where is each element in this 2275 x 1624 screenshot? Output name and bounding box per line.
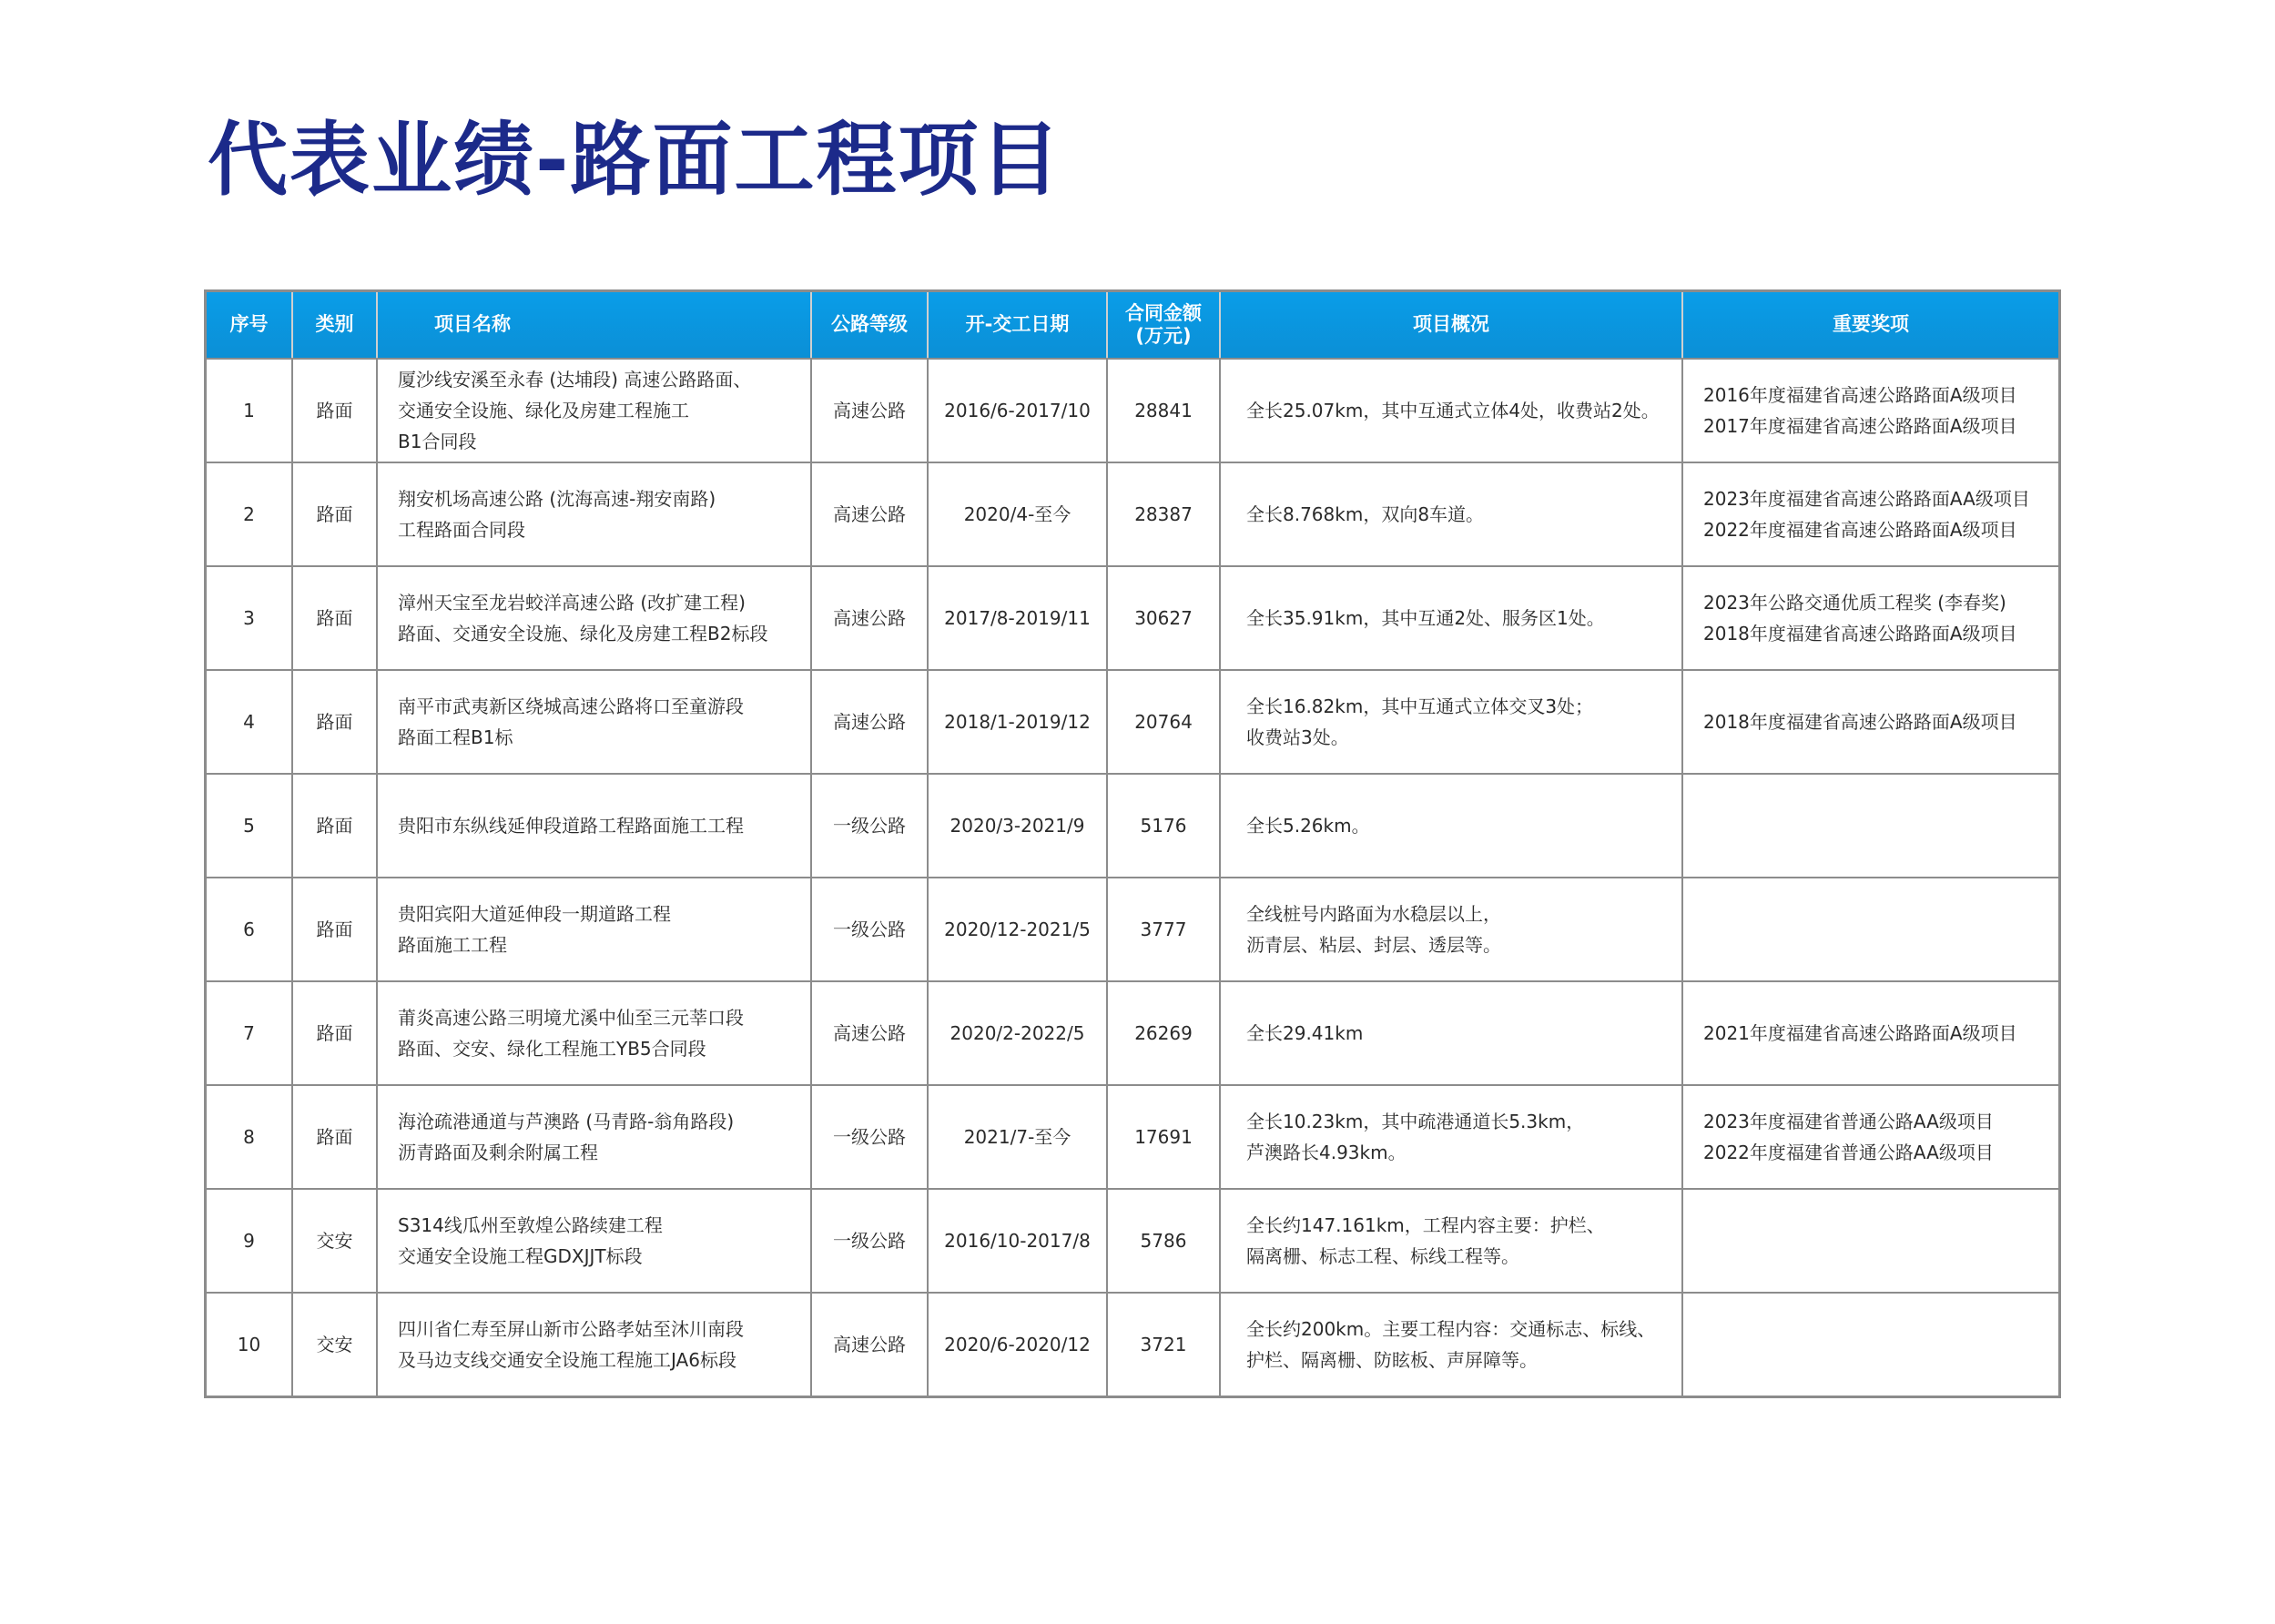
projects-table [207,292,2058,1396]
cell-category: 路面 [292,1085,377,1189]
header-amount [1107,292,1220,359]
cell-dates: 2020/4-至今 [928,462,1107,566]
cell-overview-line: 隔离栅、标志工程、标线工程等。 [1246,1245,1519,1267]
cell-road-grade: 高速公路 [811,566,928,670]
cell-contract-amount: 30627 [1107,566,1220,670]
cell-project-name-line: 莆炎高速公路三明境尤溪中仙至三元莘口段 [398,1007,744,1029]
cell-category: 路面 [292,462,377,566]
cell-contract-amount: 5176 [1107,774,1220,878]
cell-project-name-line: 路面、交通安全设施、绿化及房建工程B2标段 [398,623,768,645]
cell-index: 1 [207,359,292,462]
cell-project-name-line: 四川省仁寿至屏山新市公路孝姑至沐川南段 [398,1318,744,1340]
cell-awards-line: 2021年度福建省高速公路路面A级项目 [1703,1022,2017,1044]
cell-awards [1682,981,2058,1085]
cell-awards-line: 2023年度福建省高速公路路面AA级项目 [1703,488,2030,510]
cell-project-name-line: 交通安全设施工程GDXJJT标段 [398,1245,643,1267]
header-amount-line2: (万元) [1135,325,1192,347]
header-awards: 重要奖项 [1682,292,2058,359]
cell-index: 5 [207,774,292,878]
cell-project-name-line: 工程路面合同段 [398,519,525,541]
cell-category: 路面 [292,878,377,981]
cell-overview [1220,462,1682,566]
cell-road-grade: 高速公路 [811,981,928,1085]
cell-awards-line: 2022年度福建省普通公路AA级项目 [1703,1142,1994,1163]
table-row [207,566,2058,670]
cell-dates: 2020/3-2021/9 [928,774,1107,878]
cell-category: 路面 [292,774,377,878]
cell-road-grade: 高速公路 [811,1293,928,1396]
table-row [207,1085,2058,1189]
cell-dates: 2020/2-2022/5 [928,981,1107,1085]
cell-overview [1220,1085,1682,1189]
header-grade: 公路等级 [811,292,928,359]
cell-dates: 2017/8-2019/11 [928,566,1107,670]
table-header [207,292,2058,359]
cell-project-name-line: S314线瓜州至敦煌公路续建工程 [398,1214,663,1236]
table-row [207,981,2058,1085]
cell-overview [1220,670,1682,774]
table-row [207,1189,2058,1293]
cell-index: 10 [207,1293,292,1396]
cell-project-name [377,981,811,1085]
cell-overview-line: 芦澳路长4.93km。 [1246,1142,1407,1163]
cell-awards-line: 2022年度福建省高速公路路面A级项目 [1703,519,2017,541]
cell-category: 路面 [292,566,377,670]
cell-project-name-line: 及马边支线交通安全设施工程施工JA6标段 [398,1349,736,1371]
cell-road-grade: 高速公路 [811,359,928,462]
cell-overview [1220,566,1682,670]
cell-project-name [377,1085,811,1189]
cell-overview [1220,1293,1682,1396]
cell-overview-line: 沥青层、粘层、封层、透层等。 [1246,934,1501,956]
cell-project-name-line: 翔安机场高速公路 (沈海高速-翔安南路) [398,488,716,510]
cell-category: 路面 [292,359,377,462]
cell-project-name-line: 路面、交安、绿化工程施工YB5合同段 [398,1038,706,1060]
cell-road-grade: 一级公路 [811,1085,928,1189]
cell-overview-line: 护栏、隔离栅、防眩板、声屏障等。 [1246,1349,1538,1371]
cell-index: 8 [207,1085,292,1189]
cell-index: 6 [207,878,292,981]
cell-project-name-line: 路面施工工程 [398,934,507,956]
cell-overview [1220,981,1682,1085]
table-body [207,359,2058,1396]
cell-road-grade: 一级公路 [811,1189,928,1293]
cell-road-grade: 高速公路 [811,462,928,566]
cell-project-name [377,670,811,774]
cell-awards-line: 2023年度福建省普通公路AA级项目 [1703,1111,1994,1132]
header-index: 序号 [207,292,292,359]
cell-dates: 2021/7-至今 [928,1085,1107,1189]
table-row [207,878,2058,981]
cell-awards-line: 2018年度福建省高速公路路面A级项目 [1703,623,2017,645]
cell-awards [1682,670,2058,774]
cell-overview-line: 全长35.91km，其中互通2处、服务区1处。 [1246,607,1605,629]
cell-overview [1220,774,1682,878]
cell-awards [1682,1085,2058,1189]
cell-index: 7 [207,981,292,1085]
cell-contract-amount: 26269 [1107,981,1220,1085]
cell-project-name-line: 漳州天宝至龙岩蛟洋高速公路 (改扩建工程) [398,592,746,614]
cell-contract-amount: 5786 [1107,1189,1220,1293]
cell-awards [1682,774,2058,878]
cell-overview-line: 全长16.82km，其中互通式立体交叉3处； [1246,695,1594,717]
cell-overview-line: 全长5.26km。 [1246,815,1370,837]
cell-project-name-line: 南平市武夷新区绕城高速公路将口至童游段 [398,695,744,717]
table-row [207,462,2058,566]
cell-index: 9 [207,1189,292,1293]
cell-awards-line: 2016年度福建省高速公路路面A级项目 [1703,384,2017,406]
cell-contract-amount: 28387 [1107,462,1220,566]
cell-dates: 2020/12-2021/5 [928,878,1107,981]
table-row [207,359,2058,462]
cell-road-grade: 一级公路 [811,878,928,981]
table-row [207,774,2058,878]
cell-awards-line: 2018年度福建省高速公路路面A级项目 [1703,711,2017,733]
cell-project-name [377,878,811,981]
cell-category: 交安 [292,1293,377,1396]
projects-table-container [204,289,2061,1398]
cell-project-name-line: 厦沙线安溪至永春 (达埔段) 高速公路路面、 [398,369,752,391]
cell-project-name [377,462,811,566]
cell-overview [1220,878,1682,981]
cell-dates: 2020/6-2020/12 [928,1293,1107,1396]
cell-awards [1682,462,2058,566]
cell-overview-line: 全长8.768km，双向8车道。 [1246,503,1485,525]
cell-overview-line: 全长约200km。主要工程内容：交通标志、标线、 [1246,1318,1656,1340]
cell-project-name-line: 贵阳宾阳大道延伸段一期道路工程 [398,903,671,925]
cell-category: 交安 [292,1189,377,1293]
cell-overview-line: 全长25.07km，其中互通式立体4处，收费站2处。 [1246,400,1660,421]
cell-road-grade: 高速公路 [811,670,928,774]
header-category: 类别 [292,292,377,359]
cell-dates: 2018/1-2019/12 [928,670,1107,774]
cell-category: 路面 [292,670,377,774]
header-overview: 项目概况 [1220,292,1682,359]
cell-overview-line: 全长约147.161km，工程内容主要：护栏、 [1246,1214,1605,1236]
cell-awards-line: 2017年度福建省高速公路路面A级项目 [1703,415,2017,437]
cell-contract-amount: 3777 [1107,878,1220,981]
cell-project-name-line: 沥青路面及剩余附属工程 [398,1142,598,1163]
cell-project-name [377,1189,811,1293]
cell-overview-line: 全长29.41km [1246,1022,1364,1044]
cell-overview [1220,1189,1682,1293]
cell-awards [1682,566,2058,670]
header-row [207,292,2058,359]
cell-contract-amount: 20764 [1107,670,1220,774]
cell-contract-amount: 3721 [1107,1293,1220,1396]
cell-dates: 2016/6-2017/10 [928,359,1107,462]
cell-project-name-line: 交通安全设施、绿化及房建工程施工 [398,400,689,421]
header-dates: 开-交工日期 [928,292,1107,359]
cell-index: 4 [207,670,292,774]
cell-project-name-line: 贵阳市东纵线延伸段道路工程路面施工工程 [398,815,744,837]
table-row [207,1293,2058,1396]
cell-awards [1682,359,2058,462]
cell-project-name [377,774,811,878]
header-amount-line1: 合同金额 [1125,301,1202,324]
cell-overview-line: 全长10.23km，其中疏港通道长5.3km， [1246,1111,1585,1132]
table-row [207,670,2058,774]
cell-awards [1682,878,2058,981]
cell-overview [1220,359,1682,462]
cell-project-name [377,566,811,670]
cell-index: 3 [207,566,292,670]
cell-awards-line: 2023年公路交通优质工程奖 (李春奖) [1703,592,2006,614]
page-title: 代表业绩-路面工程项目 [208,113,1062,207]
cell-overview-line: 全线桩号内路面为水稳层以上， [1246,903,1501,925]
cell-contract-amount: 17691 [1107,1085,1220,1189]
header-name: 项目名称 [377,292,811,359]
cell-road-grade: 一级公路 [811,774,928,878]
cell-project-name [377,359,811,462]
cell-project-name [377,1293,811,1396]
cell-category: 路面 [292,981,377,1085]
cell-project-name-line: 路面工程B1标 [398,726,513,748]
cell-index: 2 [207,462,292,566]
cell-dates: 2016/10-2017/8 [928,1189,1107,1293]
cell-awards [1682,1293,2058,1396]
cell-project-name-line: 海沧疏港通道与芦澳路 (马青路-翁角路段) [398,1111,735,1132]
cell-overview-line: 收费站3处。 [1246,726,1349,748]
cell-awards [1682,1189,2058,1293]
cell-contract-amount: 28841 [1107,359,1220,462]
cell-project-name-line: B1合同段 [398,431,477,452]
